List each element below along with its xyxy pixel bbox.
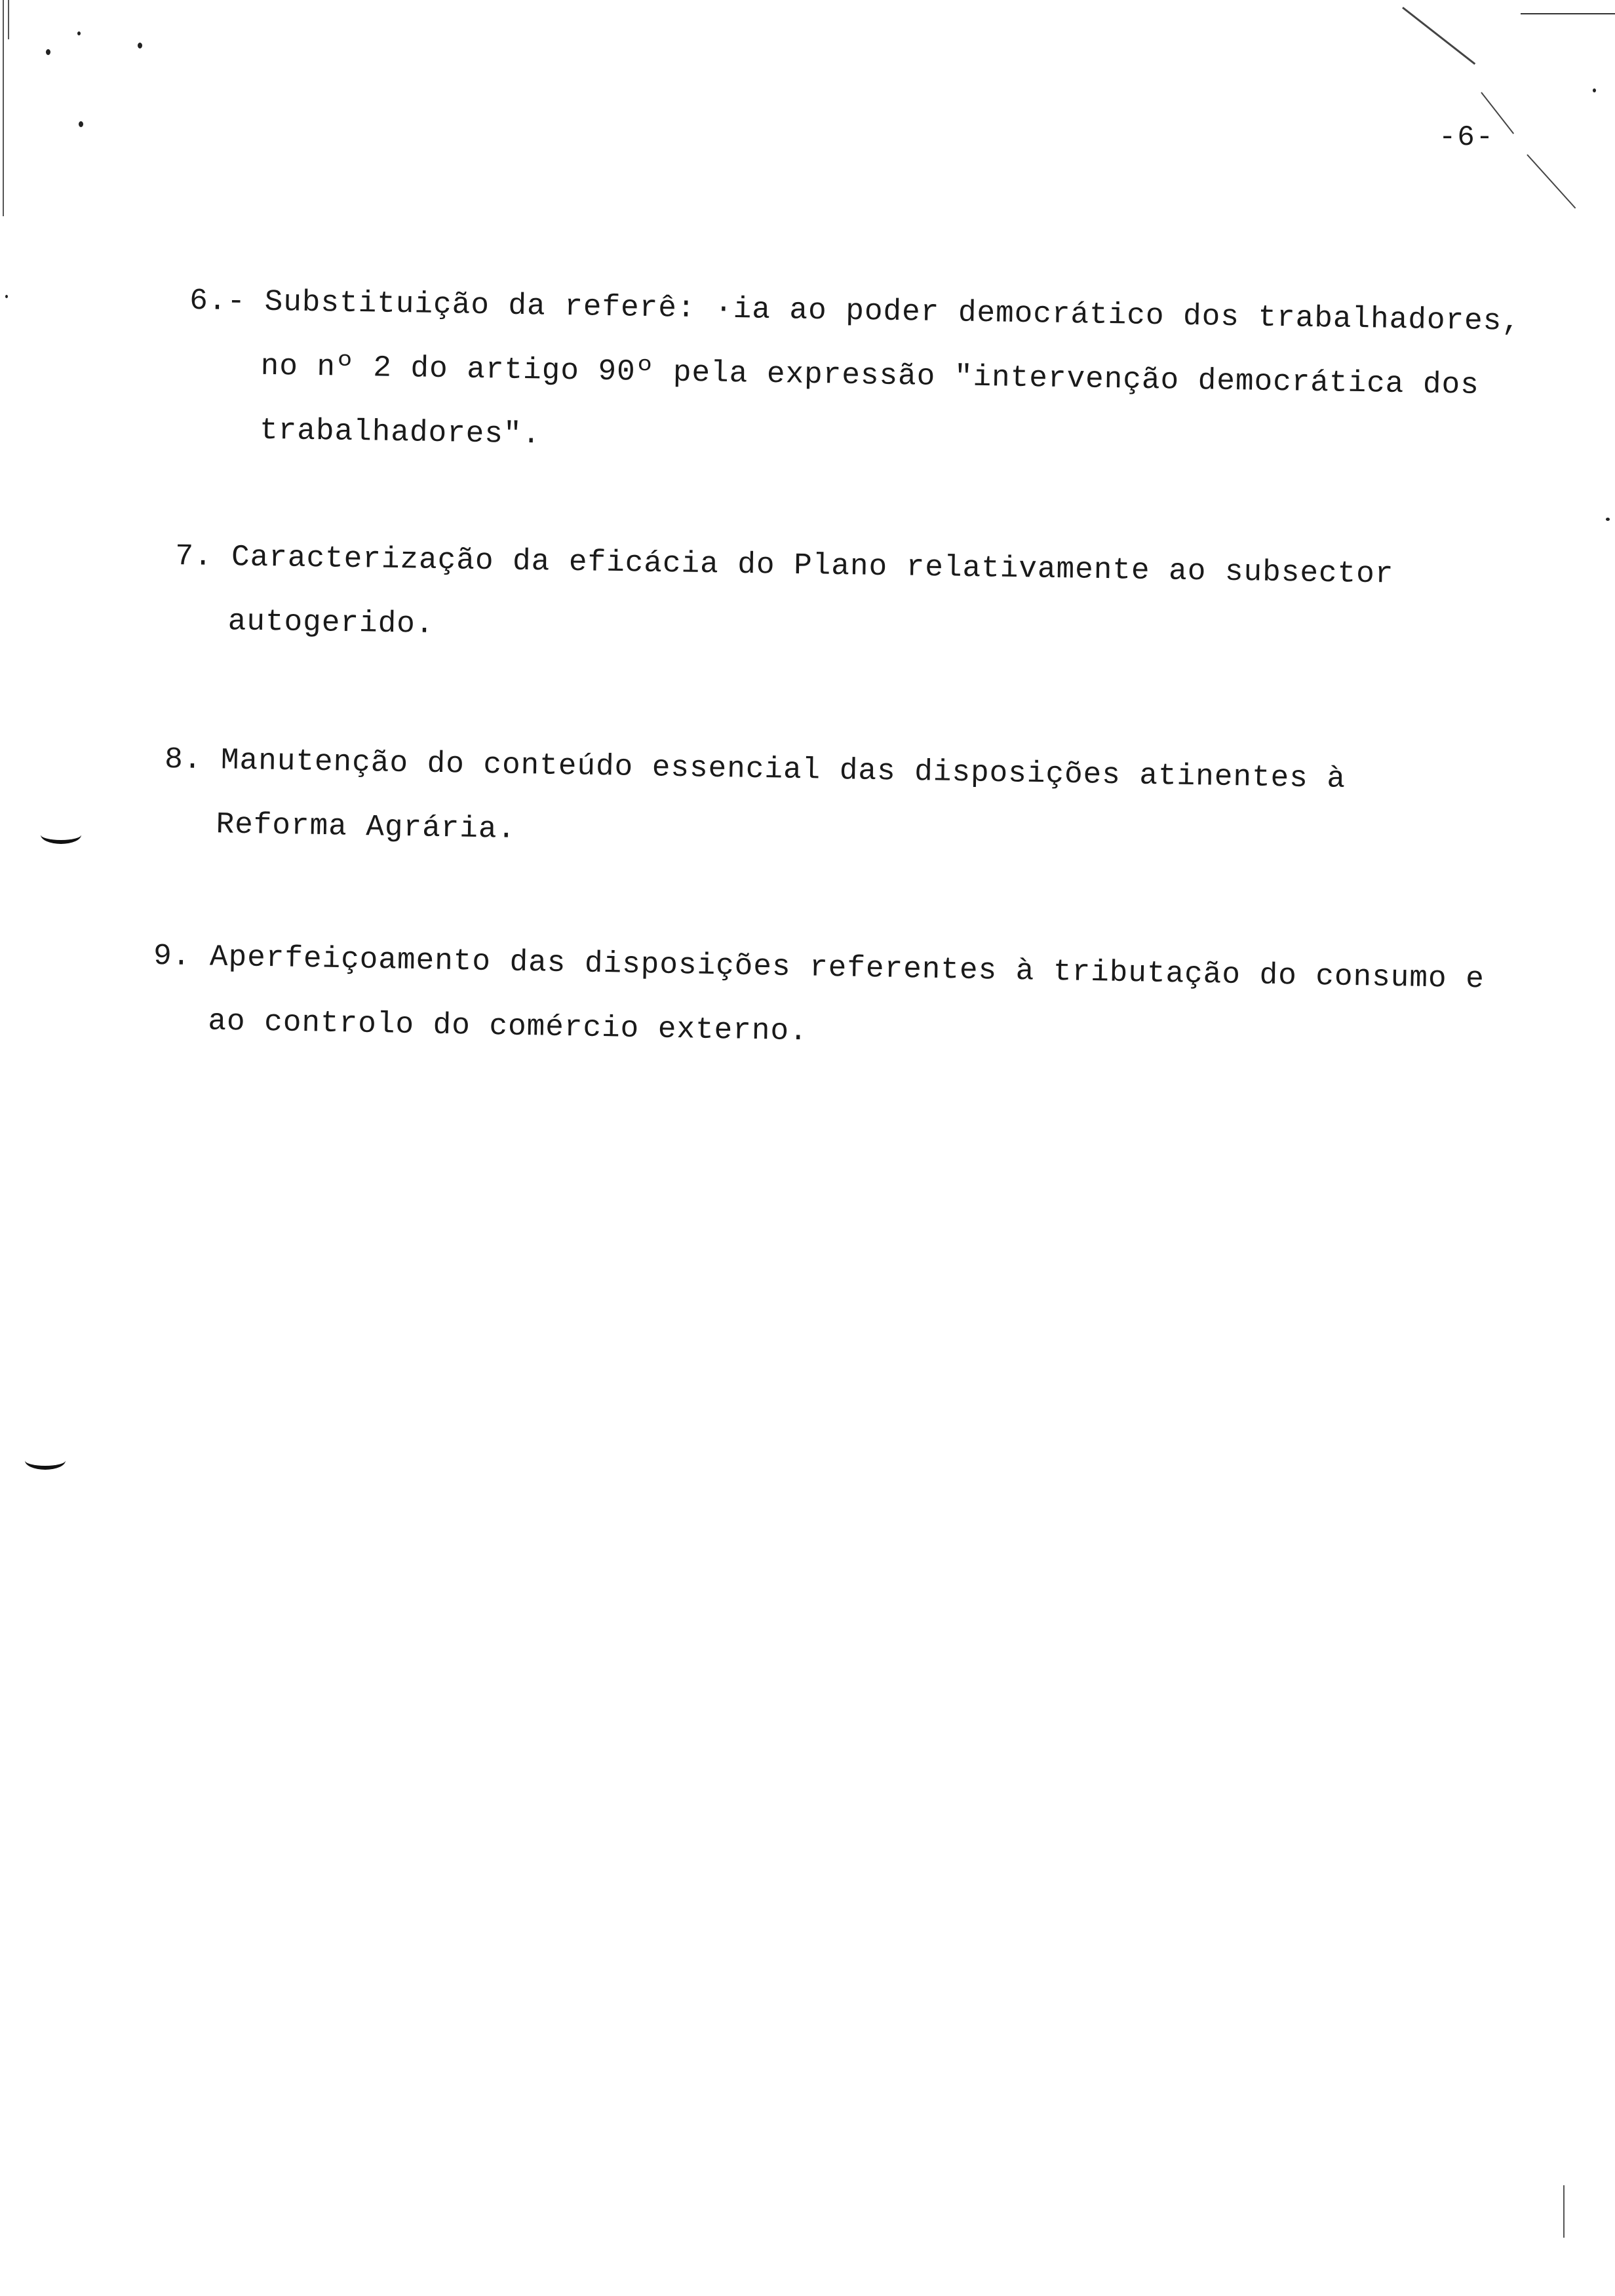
item-number: 9. [153,938,191,974]
item-number: 6.- [189,283,246,319]
scan-edge-line [1521,13,1615,14]
scan-edge-line [8,0,9,39]
punch-mark-dot [77,31,81,35]
item-text: ao controlo do comércio externo. [207,1004,809,1049]
list-item-8 [163,727,1346,875]
scan-crease-line [1402,7,1475,65]
item-text: autogerido. [227,604,435,641]
binding-hole-mark [25,1451,66,1470]
item-text: Aperfeiçoamento das disposições referentes à tributação do consumo e [209,940,1485,997]
punch-mark-dot [138,43,142,48]
item-number: 7. [174,539,213,574]
scan-edge-line [3,0,4,216]
scan-crease-line [1527,154,1576,208]
item-text: Manutenção do conteúdo essencial das disposições atinentes à [220,743,1346,796]
list-item-9 [152,924,1485,1075]
list-item-7 [174,524,1394,671]
punch-mark-dot [1593,88,1596,92]
binding-hole-mark [41,826,81,844]
punch-mark-dot [46,49,50,55]
item-text: Substituição da referê: ·ia ao poder democrático dos trabalhadores, [264,284,1521,339]
punch-mark-dot [1606,518,1610,521]
punch-mark-dot [5,295,8,298]
list-item-6 [187,269,1521,482]
page-number: -6- [1439,121,1495,154]
item-text: Reforma Agrária. [216,807,516,847]
punch-mark-dot [79,121,83,127]
item-text: trabalhadores". [259,413,541,452]
item-number: 8. [164,742,203,777]
scan-edge-line [1563,2185,1565,2238]
item-text: no nº 2 do artigo 90º pela expressão "intervenção democrática dos [260,349,1480,402]
item-text: Caracterização da eficácia do Plano relativamente ao subsector [231,540,1394,592]
